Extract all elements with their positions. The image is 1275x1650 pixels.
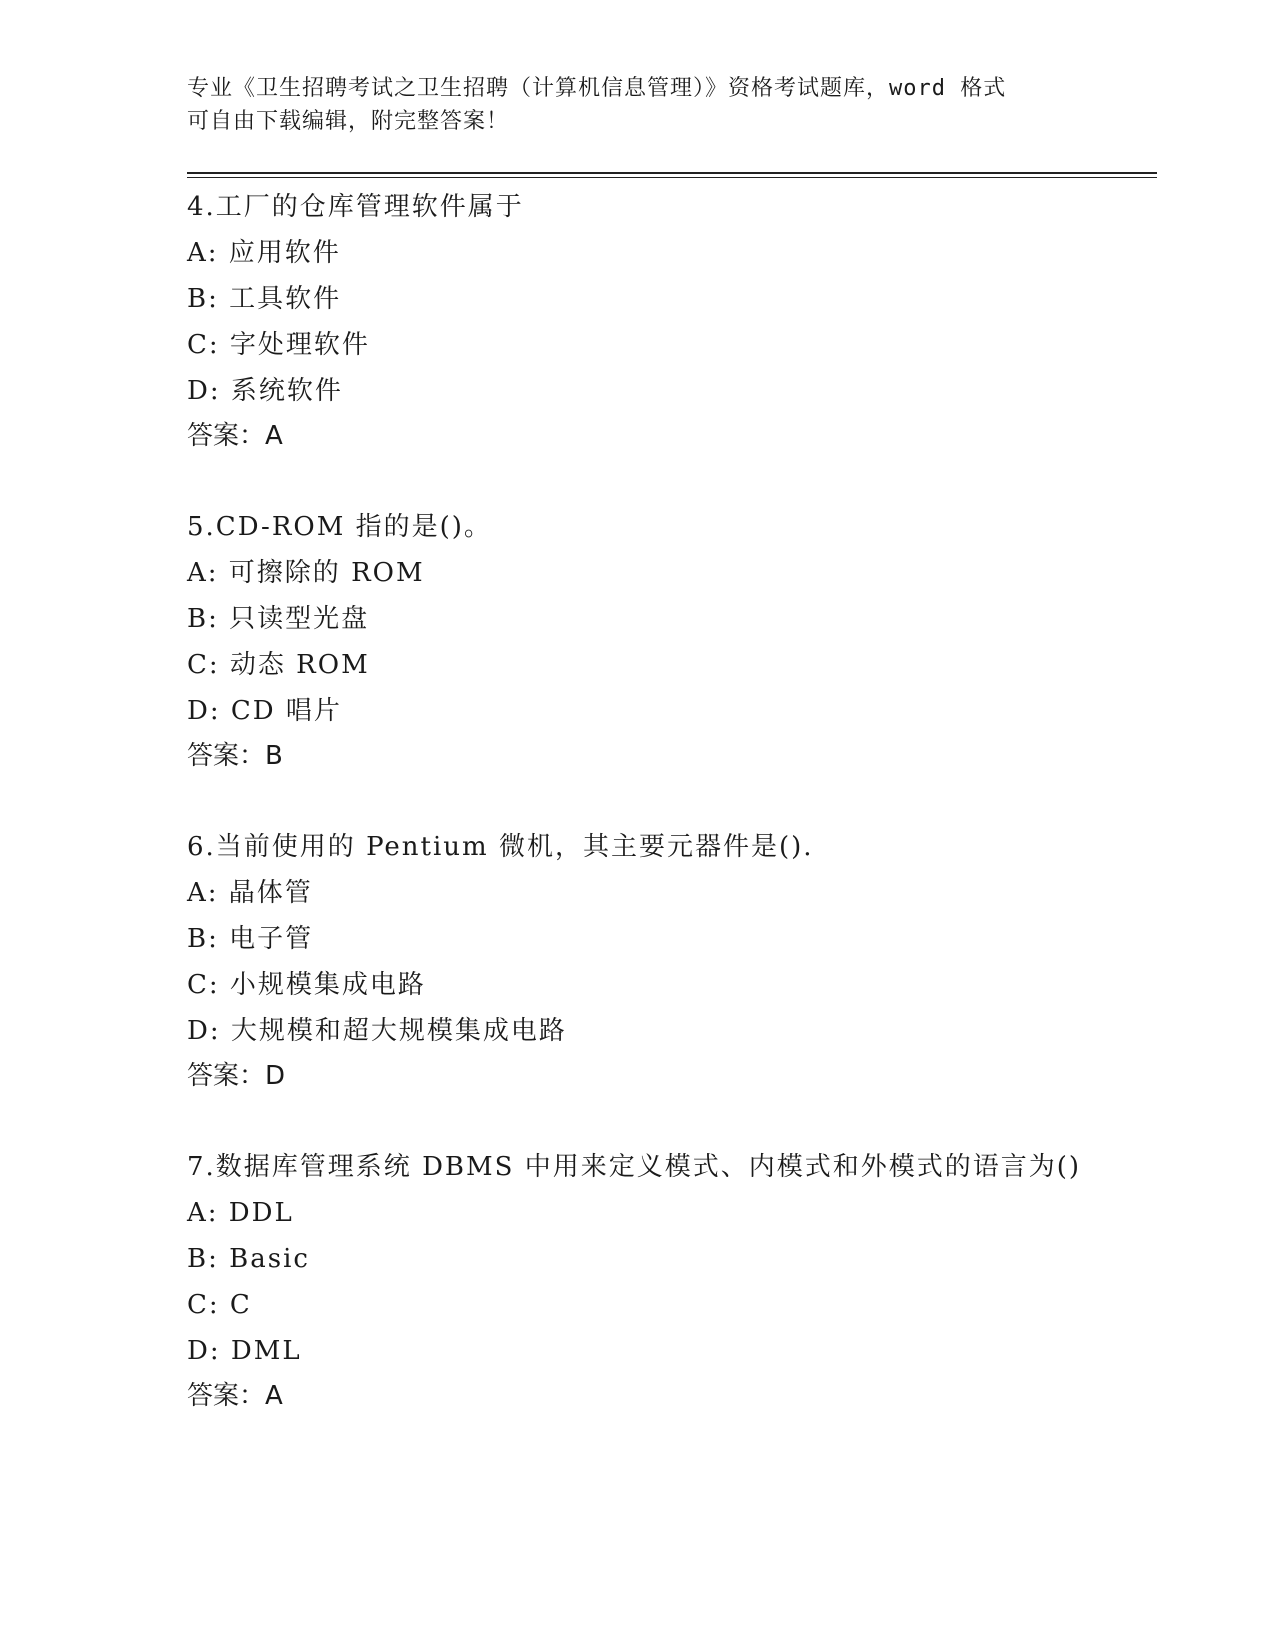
option-a: A: 可擦除的 ROM xyxy=(187,558,425,588)
option-b: B: 电子管 xyxy=(187,924,314,954)
option-c: C: C xyxy=(187,1290,252,1320)
option-d: D: DML xyxy=(187,1336,302,1366)
option-b: B: Basic xyxy=(187,1244,310,1274)
option-c: C: 字处理软件 xyxy=(187,330,370,360)
option-d: D: CD 唱片 xyxy=(187,696,342,726)
question-7 xyxy=(187,1144,1157,1418)
question-list xyxy=(187,184,1157,1418)
answer-line: 答案：D xyxy=(187,1061,286,1091)
document-header xyxy=(187,72,1067,138)
question-stem: 5.CD-ROM 指的是()。 xyxy=(187,512,492,542)
option-a: A: DDL xyxy=(187,1198,294,1228)
option-d: D: 大规模和超大规模集成电路 xyxy=(187,1016,567,1046)
option-d: D: 系统软件 xyxy=(187,376,343,406)
header-divider xyxy=(187,172,1157,178)
option-a: A: 应用软件 xyxy=(187,238,341,268)
answer-line: 答案：B xyxy=(187,741,283,771)
header-line-2: 可自由下载编辑，附完整答案！ xyxy=(187,109,510,134)
question-4 xyxy=(187,184,1157,458)
option-a: A: 晶体管 xyxy=(187,878,313,908)
option-c: C: 小规模集成电路 xyxy=(187,970,426,1000)
question-stem: 6.当前使用的 Pentium 微机，其主要元器件是(). xyxy=(187,832,814,862)
question-6 xyxy=(187,824,1157,1098)
question-5 xyxy=(187,504,1157,778)
header-line-1: 专业《卫生招聘考试之卫生招聘（计算机信息管理）》资格考试题库，word 格式 xyxy=(187,76,1007,101)
option-c: C: 动态 ROM xyxy=(187,650,370,680)
question-stem: 7.数据库管理系统 DBMS 中用来定义模式、内模式和外模式的语言为() xyxy=(187,1152,1082,1182)
option-b: B: 只读型光盘 xyxy=(187,604,370,634)
option-b: B: 工具软件 xyxy=(187,284,342,314)
answer-line: 答案：A xyxy=(187,421,283,451)
question-stem: 4.工厂的仓库管理软件属于 xyxy=(187,192,524,222)
answer-line: 答案：A xyxy=(187,1381,283,1411)
document-page xyxy=(187,72,1157,1464)
